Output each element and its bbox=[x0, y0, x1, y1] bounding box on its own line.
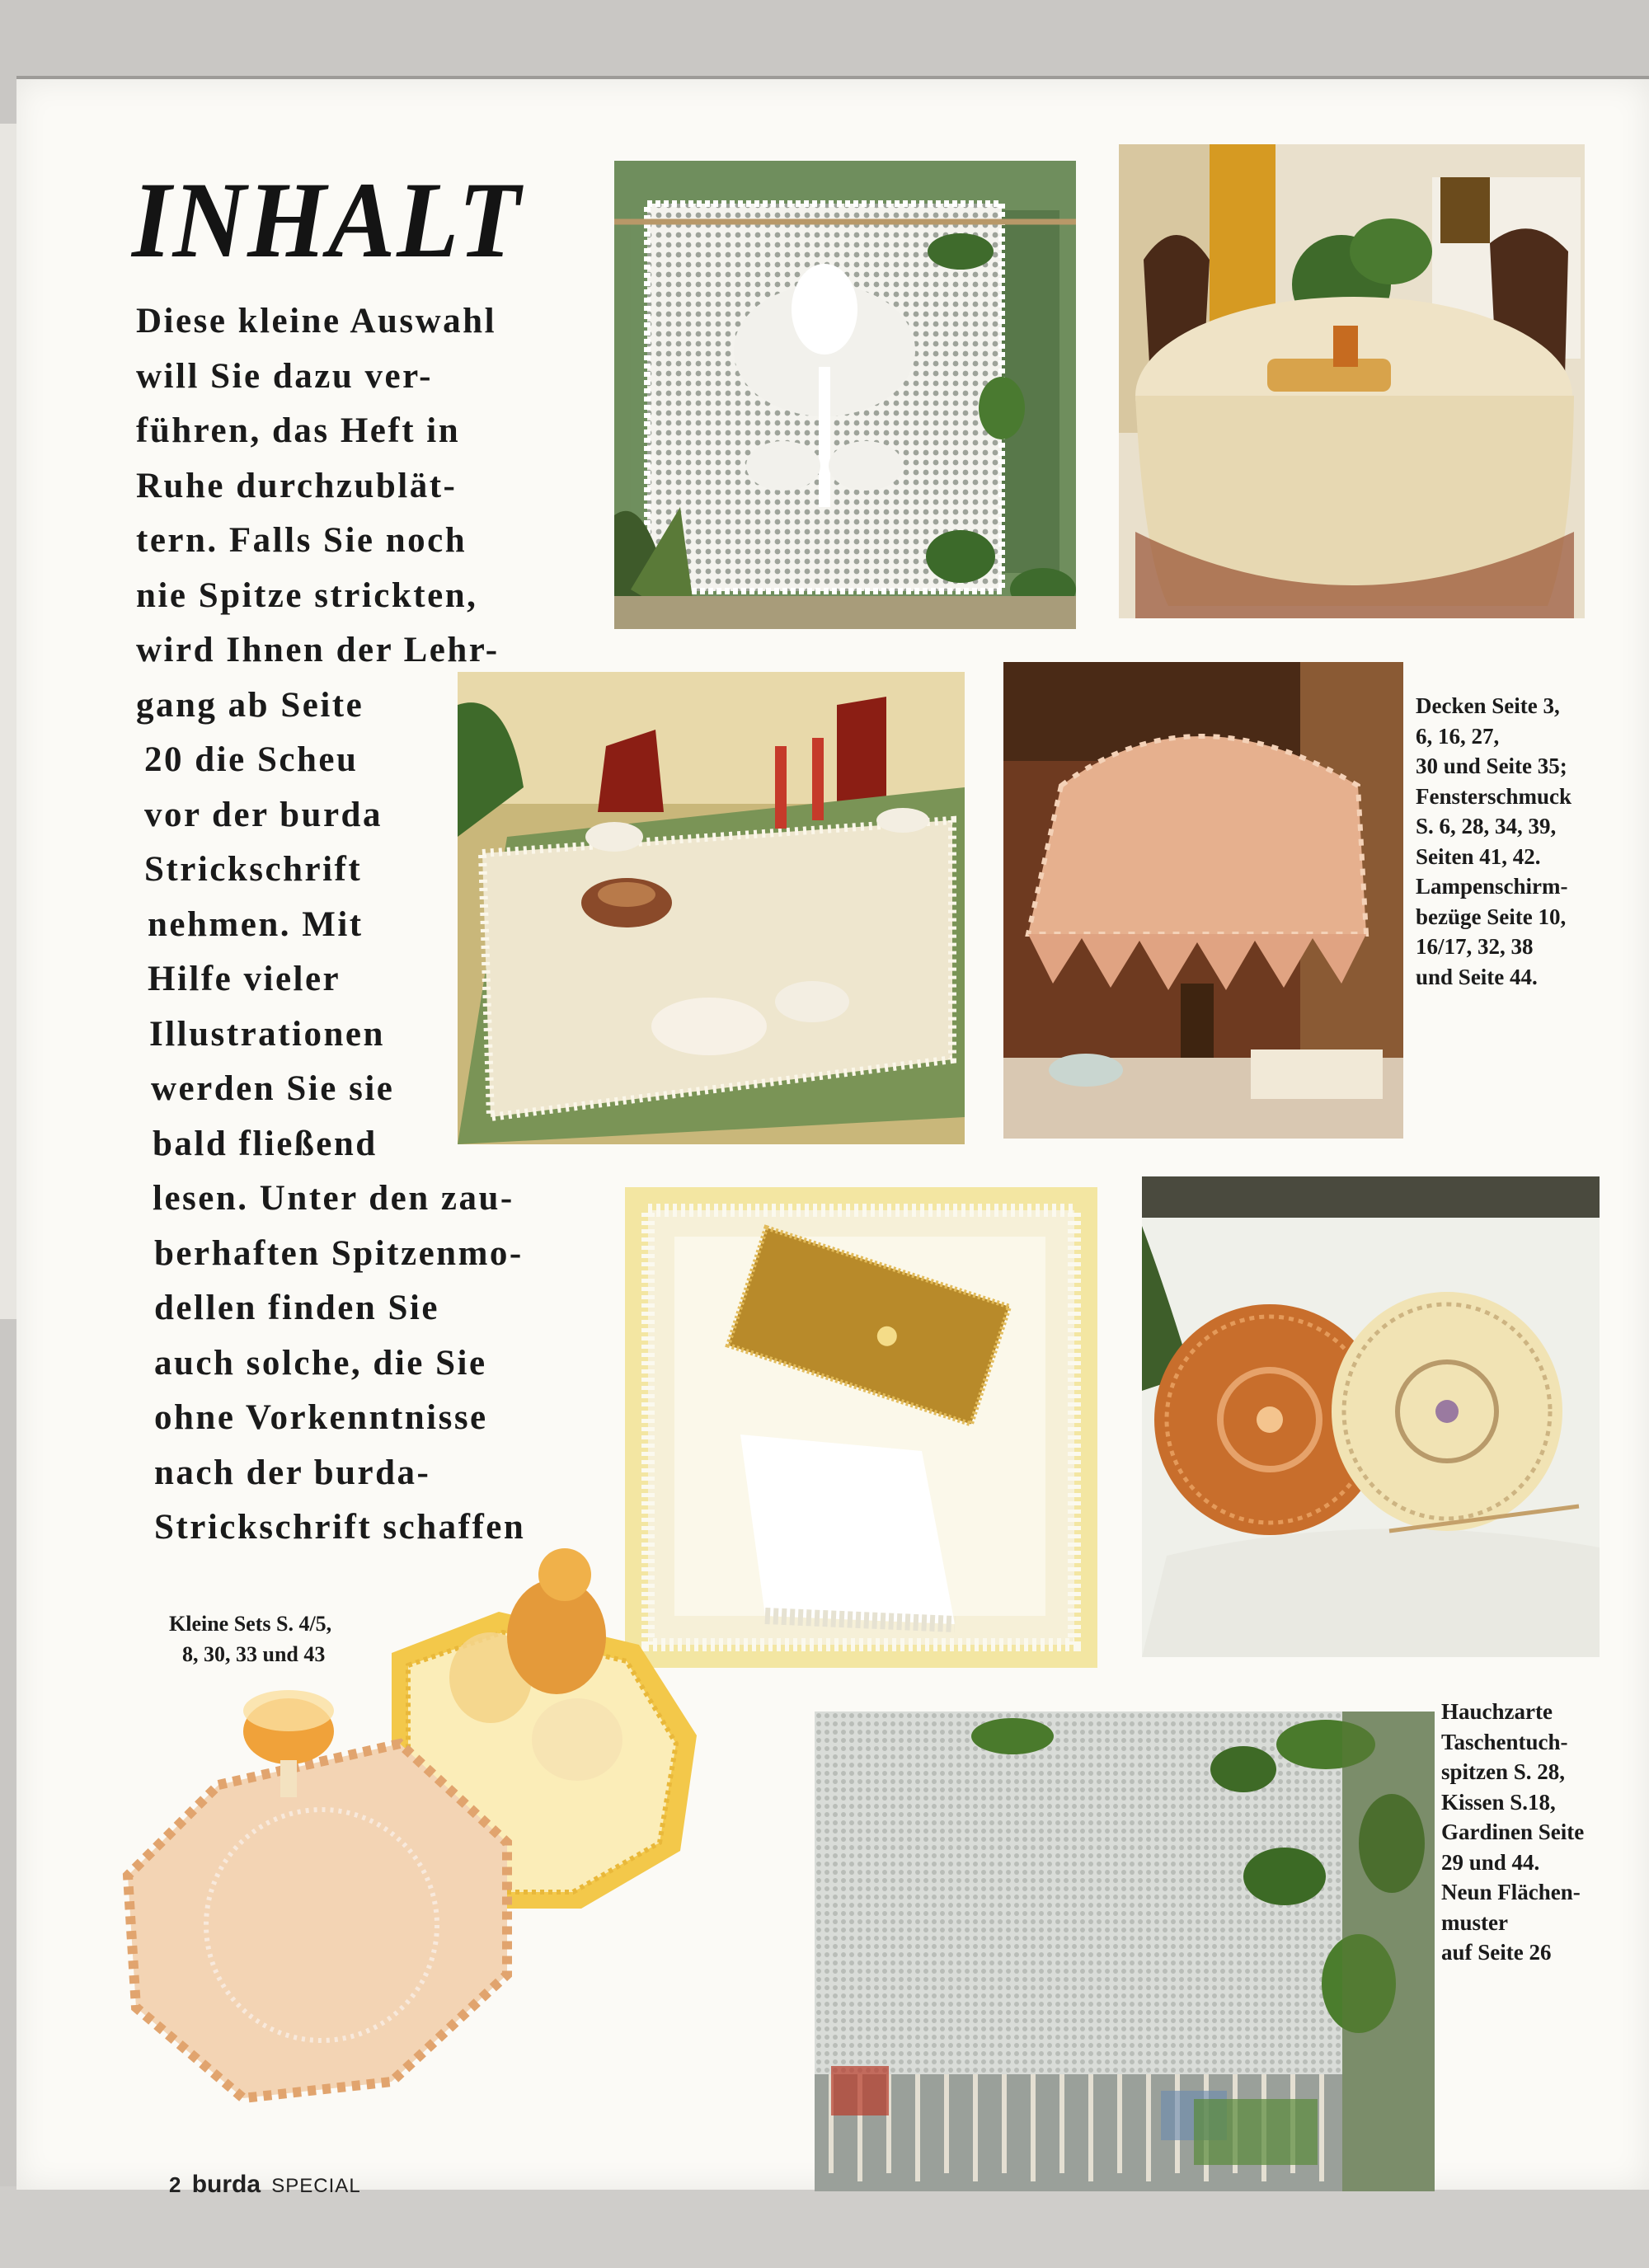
caption-line: 8, 30, 33 und 43 bbox=[182, 1641, 326, 1666]
intro-line: nie Spitze strickten, bbox=[136, 575, 478, 615]
caption-line: Taschentuch- bbox=[1441, 1729, 1568, 1754]
caption-line: Gardinen Seite bbox=[1441, 1820, 1585, 1844]
photo-round-tablecloth bbox=[1119, 144, 1585, 618]
caption-line: 29 und 44. bbox=[1441, 1849, 1540, 1875]
caption-line: Lampenschirm- bbox=[1416, 874, 1568, 899]
caption-line: 30 und Seite 35; bbox=[1416, 754, 1567, 778]
photo-window-lace-panel bbox=[614, 161, 1076, 629]
intro-line: ohne Vorkenntnisse bbox=[154, 1398, 488, 1437]
caption-line: bezüge Seite 10, bbox=[1416, 904, 1567, 929]
edition-label: SPECIAL bbox=[271, 2175, 361, 2197]
caption-line: S. 6, 28, 34, 39, bbox=[1416, 814, 1557, 838]
photo-lace-lampshade bbox=[1003, 662, 1403, 1139]
intro-line: vor der burda bbox=[144, 795, 383, 834]
caption-line: Neun Flächen- bbox=[1441, 1880, 1581, 1904]
caption-line: und Seite 44. bbox=[1416, 964, 1538, 989]
caption-line: muster bbox=[1441, 1909, 1508, 1935]
intro-line: dellen finden Sie bbox=[154, 1289, 439, 1327]
intro-line: will Sie dazu ver- bbox=[136, 356, 433, 396]
intro-line: nehmen. Mit bbox=[148, 904, 364, 944]
caption-line: spitzen S. 28, bbox=[1441, 1759, 1566, 1784]
caption-line: 6, 16, 27, bbox=[1416, 723, 1500, 749]
page-footer bbox=[169, 2171, 361, 2199]
caption-line: 16/17, 32, 38 bbox=[1416, 934, 1534, 959]
intro-line: Diese kleine Auswahl bbox=[136, 302, 497, 340]
intro-line: Ruhe durchzublät- bbox=[136, 466, 458, 505]
caption-line: Kleine Sets S. 4/5, bbox=[169, 1612, 332, 1636]
intro-line: tern. Falls Sie noch bbox=[136, 521, 467, 560]
caption-line: Hauchzarte bbox=[1441, 1699, 1553, 1724]
caption-hauchzarte bbox=[1441, 1697, 1584, 1968]
intro-line: führen, das Heft in bbox=[136, 411, 461, 450]
intro-line: nach der burda- bbox=[154, 1453, 431, 1492]
brand-logo: burda bbox=[191, 2171, 261, 2198]
photo-lace-cushions bbox=[1142, 1176, 1600, 1657]
intro-line: Illustrationen bbox=[149, 1014, 385, 1054]
intro-line: Hilfe vieler bbox=[148, 960, 341, 998]
intro-line: wird Ihnen der Lehr- bbox=[136, 631, 500, 669]
intro-line: gang ab Seite bbox=[136, 685, 364, 725]
intro-line: lesen. Unter den zau- bbox=[153, 1179, 514, 1218]
intro-line: berhaften Spitzenmo- bbox=[154, 1233, 524, 1273]
intro-line: Strickschrift bbox=[144, 850, 363, 889]
intro-line: 20 die Scheu bbox=[144, 740, 359, 779]
intro-line: auch solche, die Sie bbox=[154, 1343, 487, 1383]
intro-line: Strickschrift schaffen bbox=[154, 1508, 526, 1547]
caption-line: Decken Seite 3, bbox=[1416, 693, 1560, 718]
intro-line: werden Sie sie bbox=[151, 1069, 395, 1108]
photo-square-tablecloth-set-table bbox=[458, 672, 965, 1144]
page-number: 2 bbox=[169, 2172, 181, 2197]
caption-line: Seiten 41, 42. bbox=[1416, 843, 1541, 869]
binding-edge bbox=[0, 124, 16, 1319]
intro-line: bald fließend bbox=[153, 1124, 378, 1163]
photo-curtain-with-fringe bbox=[815, 1712, 1435, 2191]
caption-kleine-sets bbox=[169, 1609, 331, 1669]
caption-line: Fensterschmuck bbox=[1416, 783, 1571, 809]
caption-decken bbox=[1416, 691, 1571, 992]
page-title: INHALT bbox=[132, 159, 522, 280]
caption-line: Kissen S.18, bbox=[1441, 1789, 1556, 1815]
caption-line: auf Seite 26 bbox=[1441, 1940, 1552, 1965]
